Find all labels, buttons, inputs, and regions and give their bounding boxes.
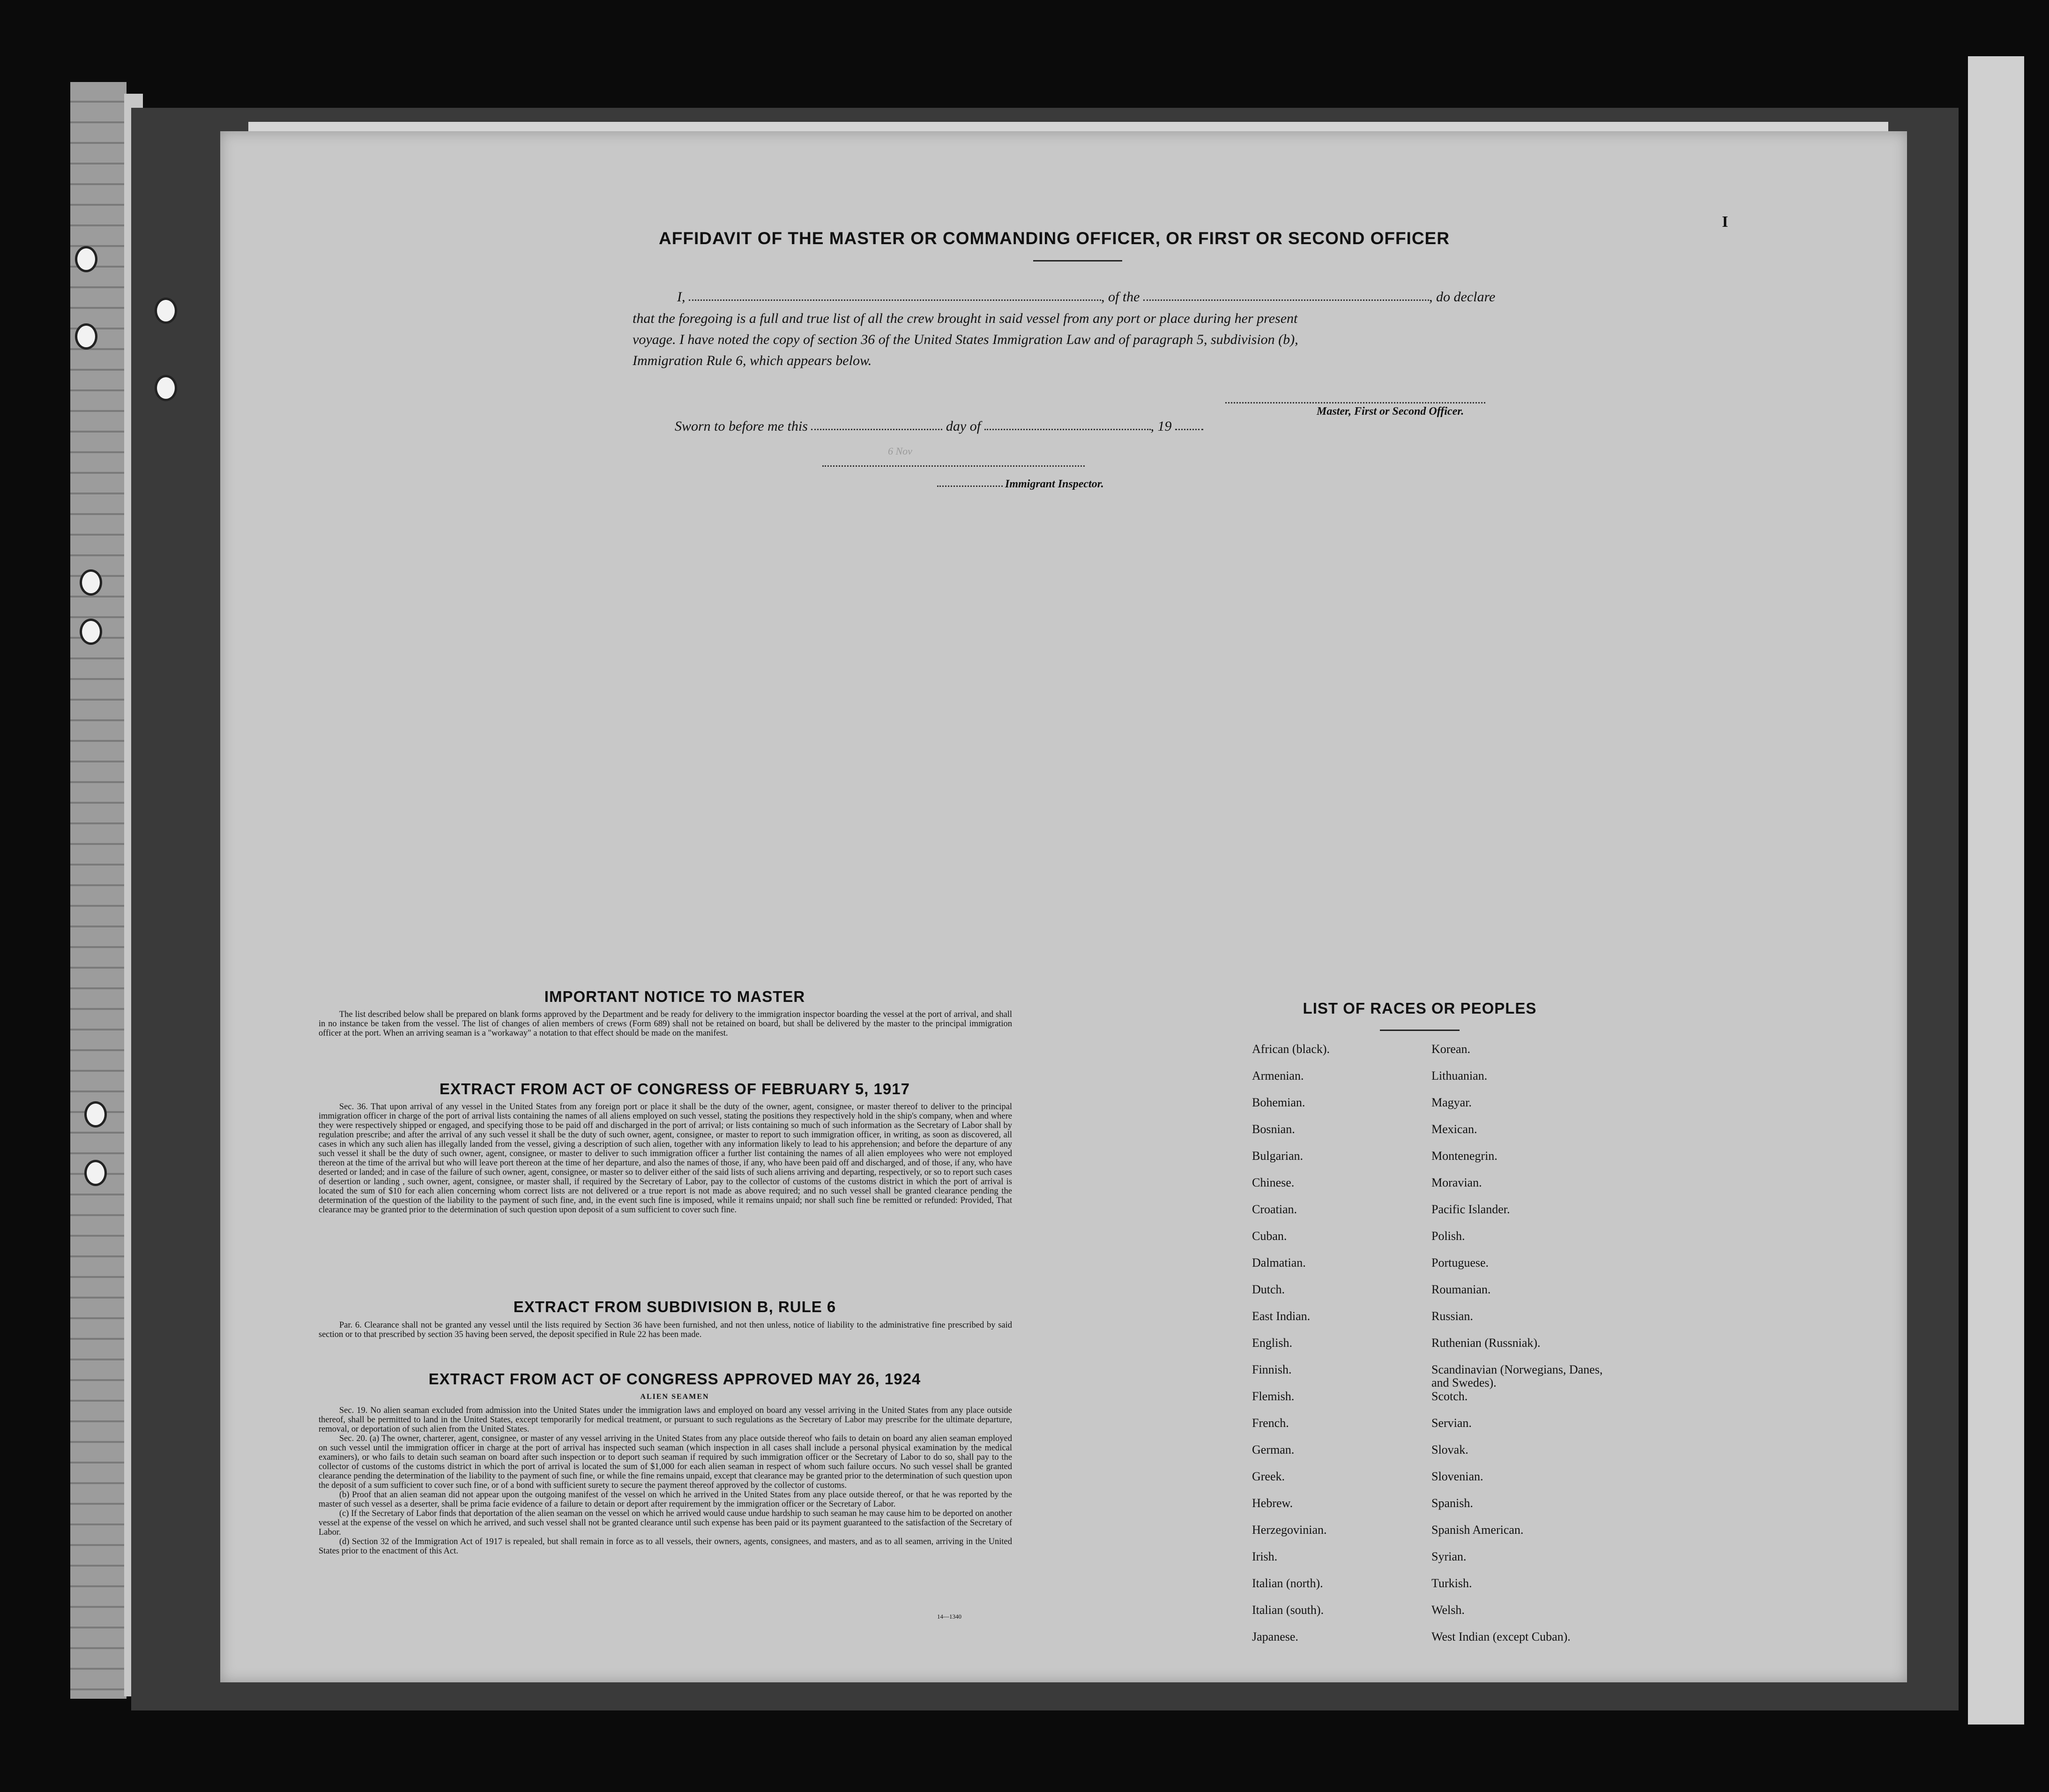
race-left-item: Finnish. <box>1252 1363 1292 1376</box>
affidavit-of: , of the <box>1101 289 1140 305</box>
notice-body: The list described below shall be prepared on blank forms approved by the Department and be ready for delivery to the immigration inspector boarding the vessel at the port of arrival, and shall in no instance be taken from the vessel. The list of changes of alien members of crews (Form 689) shall not be retained on board, but shall be delivered by the master to the principal immigration officer at the port. When an arriving seaman is a "workaway" a notation to that effect should be made on the manifest. <box>319 1010 1012 1038</box>
race-right-item: Mexican. <box>1431 1122 1477 1136</box>
race-left-item: Armenian. <box>1252 1069 1304 1083</box>
extract-1917-body: Sec. 36. That upon arrival of any vessel in the United States from any foreign port or place it shall be the duty of the owner, agent, consignee, or master thereof to deliver to the principal immigration officer in charge of the port of arrival lists containing the names of all aliens employed on such vessel, stating the positions they respectively hold in the ship's company, when and where they were respectively shipped or engaged, and specifying those to be paid off and discharged in the port of arrival; or lists containing so much of such information as the Secretary of Labor shall by regulation prescribe; and after the arrival of any such vessel it shall be the duty of such owner, agent, consignee, or master to report to such immigration officer, in writing, as soon as discovered, all cases in which any such alien has illegally landed from the vessel, giving a description of such alien, together with any information likely to lead to his apprehension; and before the departure of any such vessel it shall be the duty of such owner, agent, consignee, or master to deliver to such immigration officer a further list containing the names of all alien employees who were not employed thereon at the time of the arrival but who will leave port thereon at the time of her departure, and also the names of those, if any, who have been paid off and discharged, and of those, if any, who have deserted or landed; and in case of the failure of such owner, agent, consignee, or master so to deliver either of the said lists of such aliens arriving and departing, respectively, or so to report such cases of desertion or landing , such owner, agent, consignee, or master shall, if required by the Secretary of Labor, pay to the collector of customs of the customs district in which the port of arrival is located the sum of $10 for each alien concerning whom correct lists are not delivered or a true report is not made as above required; and no such vessel shall be granted clearance pending the determination of the question of the liability to the payment of such fine, and, in the event such fine is imposed, while it remains unpaid; nor shall such fine be remitted or refunded: Provided, That clearance may be granted prior to the determination of such question upon deposit of a sum sufficient to cover such fine. <box>319 1102 1012 1215</box>
affidavit-line-4: Immigration Rule 6, which appears below. <box>633 353 872 368</box>
sworn-year-blank <box>1175 425 1203 430</box>
race-right-item: Moravian. <box>1431 1176 1482 1189</box>
race-left-item: English. <box>1252 1336 1292 1350</box>
race-left-item: Croatian. <box>1252 1202 1297 1216</box>
races-title: LIST OF RACES OR PEOPLES <box>1303 1000 1537 1017</box>
notice-title: IMPORTANT NOTICE TO MASTER <box>544 988 805 1005</box>
sworn-day-blank <box>811 425 942 430</box>
race-right-item: Scotch. <box>1431 1389 1468 1403</box>
sworn-line <box>675 416 1284 437</box>
affidavit-line-3: voyage. I have noted the copy of section 36 of the United States Immigration Law and of paragraph 5, subdivision (b), <box>633 332 1298 347</box>
race-left-item: German. <box>1252 1443 1295 1456</box>
race-right-item: Slovenian. <box>1431 1470 1483 1483</box>
race-right-item: Servian. <box>1431 1416 1472 1430</box>
race-right-item: Roumanian. <box>1431 1283 1491 1296</box>
punch-hole <box>75 323 97 350</box>
page-mark: I <box>1722 213 1729 231</box>
vessel-blank <box>1143 296 1429 301</box>
extract-1917-title: EXTRACT FROM ACT OF CONGRESS OF FEBRUARY 5, 1917 <box>440 1080 910 1098</box>
race-right-item: Russian. <box>1431 1309 1473 1323</box>
affidavit-declare: , do declare <box>1429 289 1496 305</box>
sworn-month-blank <box>984 425 1151 430</box>
sworn-prefix: Sworn to before me this <box>675 418 808 434</box>
race-right-item: Welsh. <box>1431 1603 1465 1617</box>
race-left-item: French. <box>1252 1416 1289 1430</box>
race-left-item: Chinese. <box>1252 1176 1295 1189</box>
race-left-item: Dutch. <box>1252 1283 1285 1296</box>
punch-hole <box>75 246 97 272</box>
race-left-item: African (black). <box>1252 1042 1330 1056</box>
affidavit-line-2: that the foregoing is a full and true list of all the crew brought in said vessel from any port or place during her present <box>633 311 1298 326</box>
race-right-item: Spanish. <box>1431 1496 1473 1510</box>
race-left-item: Italian (north). <box>1252 1576 1323 1590</box>
punch-hole <box>84 1101 107 1127</box>
extract-1924-para: (d) Section 32 of the Immigration Act of 1917 is repealed, but shall remain in force as to all vessels, their owners, agents, consignees, and masters, and as to all seamen, arriving in the United States prior to the enactment of this Act. <box>319 1537 1012 1556</box>
race-right-item: Portuguese. <box>1431 1256 1489 1269</box>
race-right-item: Turkish. <box>1431 1576 1472 1590</box>
affidavit-title: AFFIDAVIT OF THE MASTER OR COMMANDING OFFICER, OR FIRST OR SECOND OFFICER <box>659 229 1450 248</box>
sworn-day-label: day of <box>946 418 981 434</box>
master-signature-label: Master, First or Second Officer. <box>1317 405 1464 418</box>
race-right-item: Magyar. <box>1431 1096 1472 1109</box>
race-left-item: East Indian. <box>1252 1309 1311 1323</box>
extract-1924-title: EXTRACT FROM ACT OF CONGRESS APPROVED MAY 26, 1924 <box>428 1370 921 1388</box>
extract-1924-para: Sec. 19. No alien seaman excluded from admission into the United States under the immigration laws and employed on board any vessel arriving in the United States from any place outside thereof, shall be permitted to land in the United States, except temporarily for medical treatment, or pursuant to such regulations as the Secretary of Labor may prescribe for the ultimate departure, removal, or deportation of such alien from the United States. <box>319 1406 1012 1434</box>
race-right-item: West Indian (except Cuban). <box>1431 1630 1571 1643</box>
title-rule <box>1033 260 1122 261</box>
extract-1924-para: Sec. 20. (a) The owner, charterer, agent, consignee, or master of any vessel arriving in the United States from any place outside thereof who fails to detain on board any alien seaman employed on such vessel until the immigration officer in charge at the port of arrival has inspected such seaman (which inspection in all cases shall include a personal physical examination by the medical examiners), or who fails to detain such seaman on board after such inspection or to deport such seaman if required by such immigration officer or the Secretary of Labor to do so, shall pay to the collector of customs of the customs district in which the port of arrival is located the sum of $1,000 for each alien seaman in respect of whom such failure occurs. No such vessel shall be granted clearance pending the determination of the liability to the payment of such fine, or while the fine remains unpaid, except that clearance may be granted prior to the determination of such question upon the deposit of a sum sufficient to cover such fine, or of a bond with sufficient surety to secure the payment thereof approved by the collector of customs. <box>319 1434 1012 1490</box>
handwritten-mark: 6 Nov <box>888 445 912 457</box>
punch-hole <box>155 298 177 324</box>
race-right-item: Spanish American. <box>1431 1523 1524 1537</box>
extract-1924-para: (b) Proof that an alien seaman did not appear upon the outgoing manifest of the vessel on which he arrived in the United States from any place outside thereof, or that he was reported by the master of such vessel as a deserter, shall be prima facie evidence of a failure to detain or deport after requirement by the immigration officer or the Secretary of Labor. <box>319 1490 1012 1509</box>
race-right-item: Scandinavian (Norwegians, Danes, and Swedes). <box>1431 1363 1603 1389</box>
left-binding-strip <box>70 82 127 1699</box>
affidavit-i: I, <box>677 289 685 305</box>
inspector-label: Immigrant Inspector. <box>1005 478 1104 490</box>
inspector-blank <box>937 482 1003 487</box>
extract-1924-body <box>319 1406 1012 1556</box>
race-left-item: Irish. <box>1252 1550 1278 1563</box>
race-left-item: Hebrew. <box>1252 1496 1293 1510</box>
race-right-item: Ruthenian (Russniak). <box>1431 1336 1541 1350</box>
race-left-item: Cuban. <box>1252 1229 1287 1243</box>
extract-1924-subhead: ALIEN SEAMEN <box>640 1393 709 1401</box>
race-right-item: Slovak. <box>1431 1443 1468 1456</box>
sworn-year-label: , 19 <box>1150 418 1172 434</box>
race-right-item: Pacific Islander. <box>1431 1202 1510 1216</box>
name-blank <box>689 296 1101 301</box>
race-right-item: Polish. <box>1431 1229 1465 1243</box>
race-left-item: Bohemian. <box>1252 1096 1305 1109</box>
punch-hole <box>80 619 102 645</box>
race-left-item: Japanese. <box>1252 1630 1298 1643</box>
punch-hole <box>80 569 102 596</box>
extract-1924-para: (c) If the Secretary of Labor finds that deportation of the alien seaman on the vessel on which he arrived would cause undue hardship to such seaman he may cause him to be deported on another vessel at the expense of the vessel on which he arrived, and such vessel shall not be granted clearance until such expense has been paid or its payment guaranteed to the satisfaction of the Secretary of Labor. <box>319 1509 1012 1537</box>
master-signature-line <box>1225 398 1485 403</box>
race-right-item: Montenegrin. <box>1431 1149 1498 1163</box>
extract-rule6-title: EXTRACT FROM SUBDIVISION B, RULE 6 <box>513 1298 836 1315</box>
race-left-item: Greek. <box>1252 1470 1285 1483</box>
race-right-item: Syrian. <box>1431 1550 1467 1563</box>
punch-hole <box>84 1160 107 1186</box>
right-binding-strip <box>1968 56 2024 1725</box>
extract-rule6-body: Par. 6. Clearance shall not be granted any vessel until the lists required by Section 36 have been furnished, and not then unless, notice of liability to the administrative fine prescribed by said section or to that prescribed by section 35 having been served, the deposit specified in Rule 22 has been made. <box>319 1321 1012 1339</box>
race-left-item: Italian (south). <box>1252 1603 1324 1617</box>
affidavit-line-1 <box>677 287 1520 307</box>
races-title-rule <box>1380 1030 1460 1031</box>
race-right-item: Lithuanian. <box>1431 1069 1488 1083</box>
form-number: 14—1340 <box>937 1613 961 1620</box>
race-left-item: Dalmatian. <box>1252 1256 1306 1269</box>
race-left-item: Herzegovinian. <box>1252 1523 1327 1537</box>
race-left-item: Flemish. <box>1252 1389 1295 1403</box>
inspector-signature-line <box>822 462 1085 467</box>
race-left-item: Bosnian. <box>1252 1122 1295 1136</box>
punch-hole <box>155 375 177 401</box>
race-left-item: Bulgarian. <box>1252 1149 1304 1163</box>
race-right-item: Korean. <box>1431 1042 1471 1056</box>
